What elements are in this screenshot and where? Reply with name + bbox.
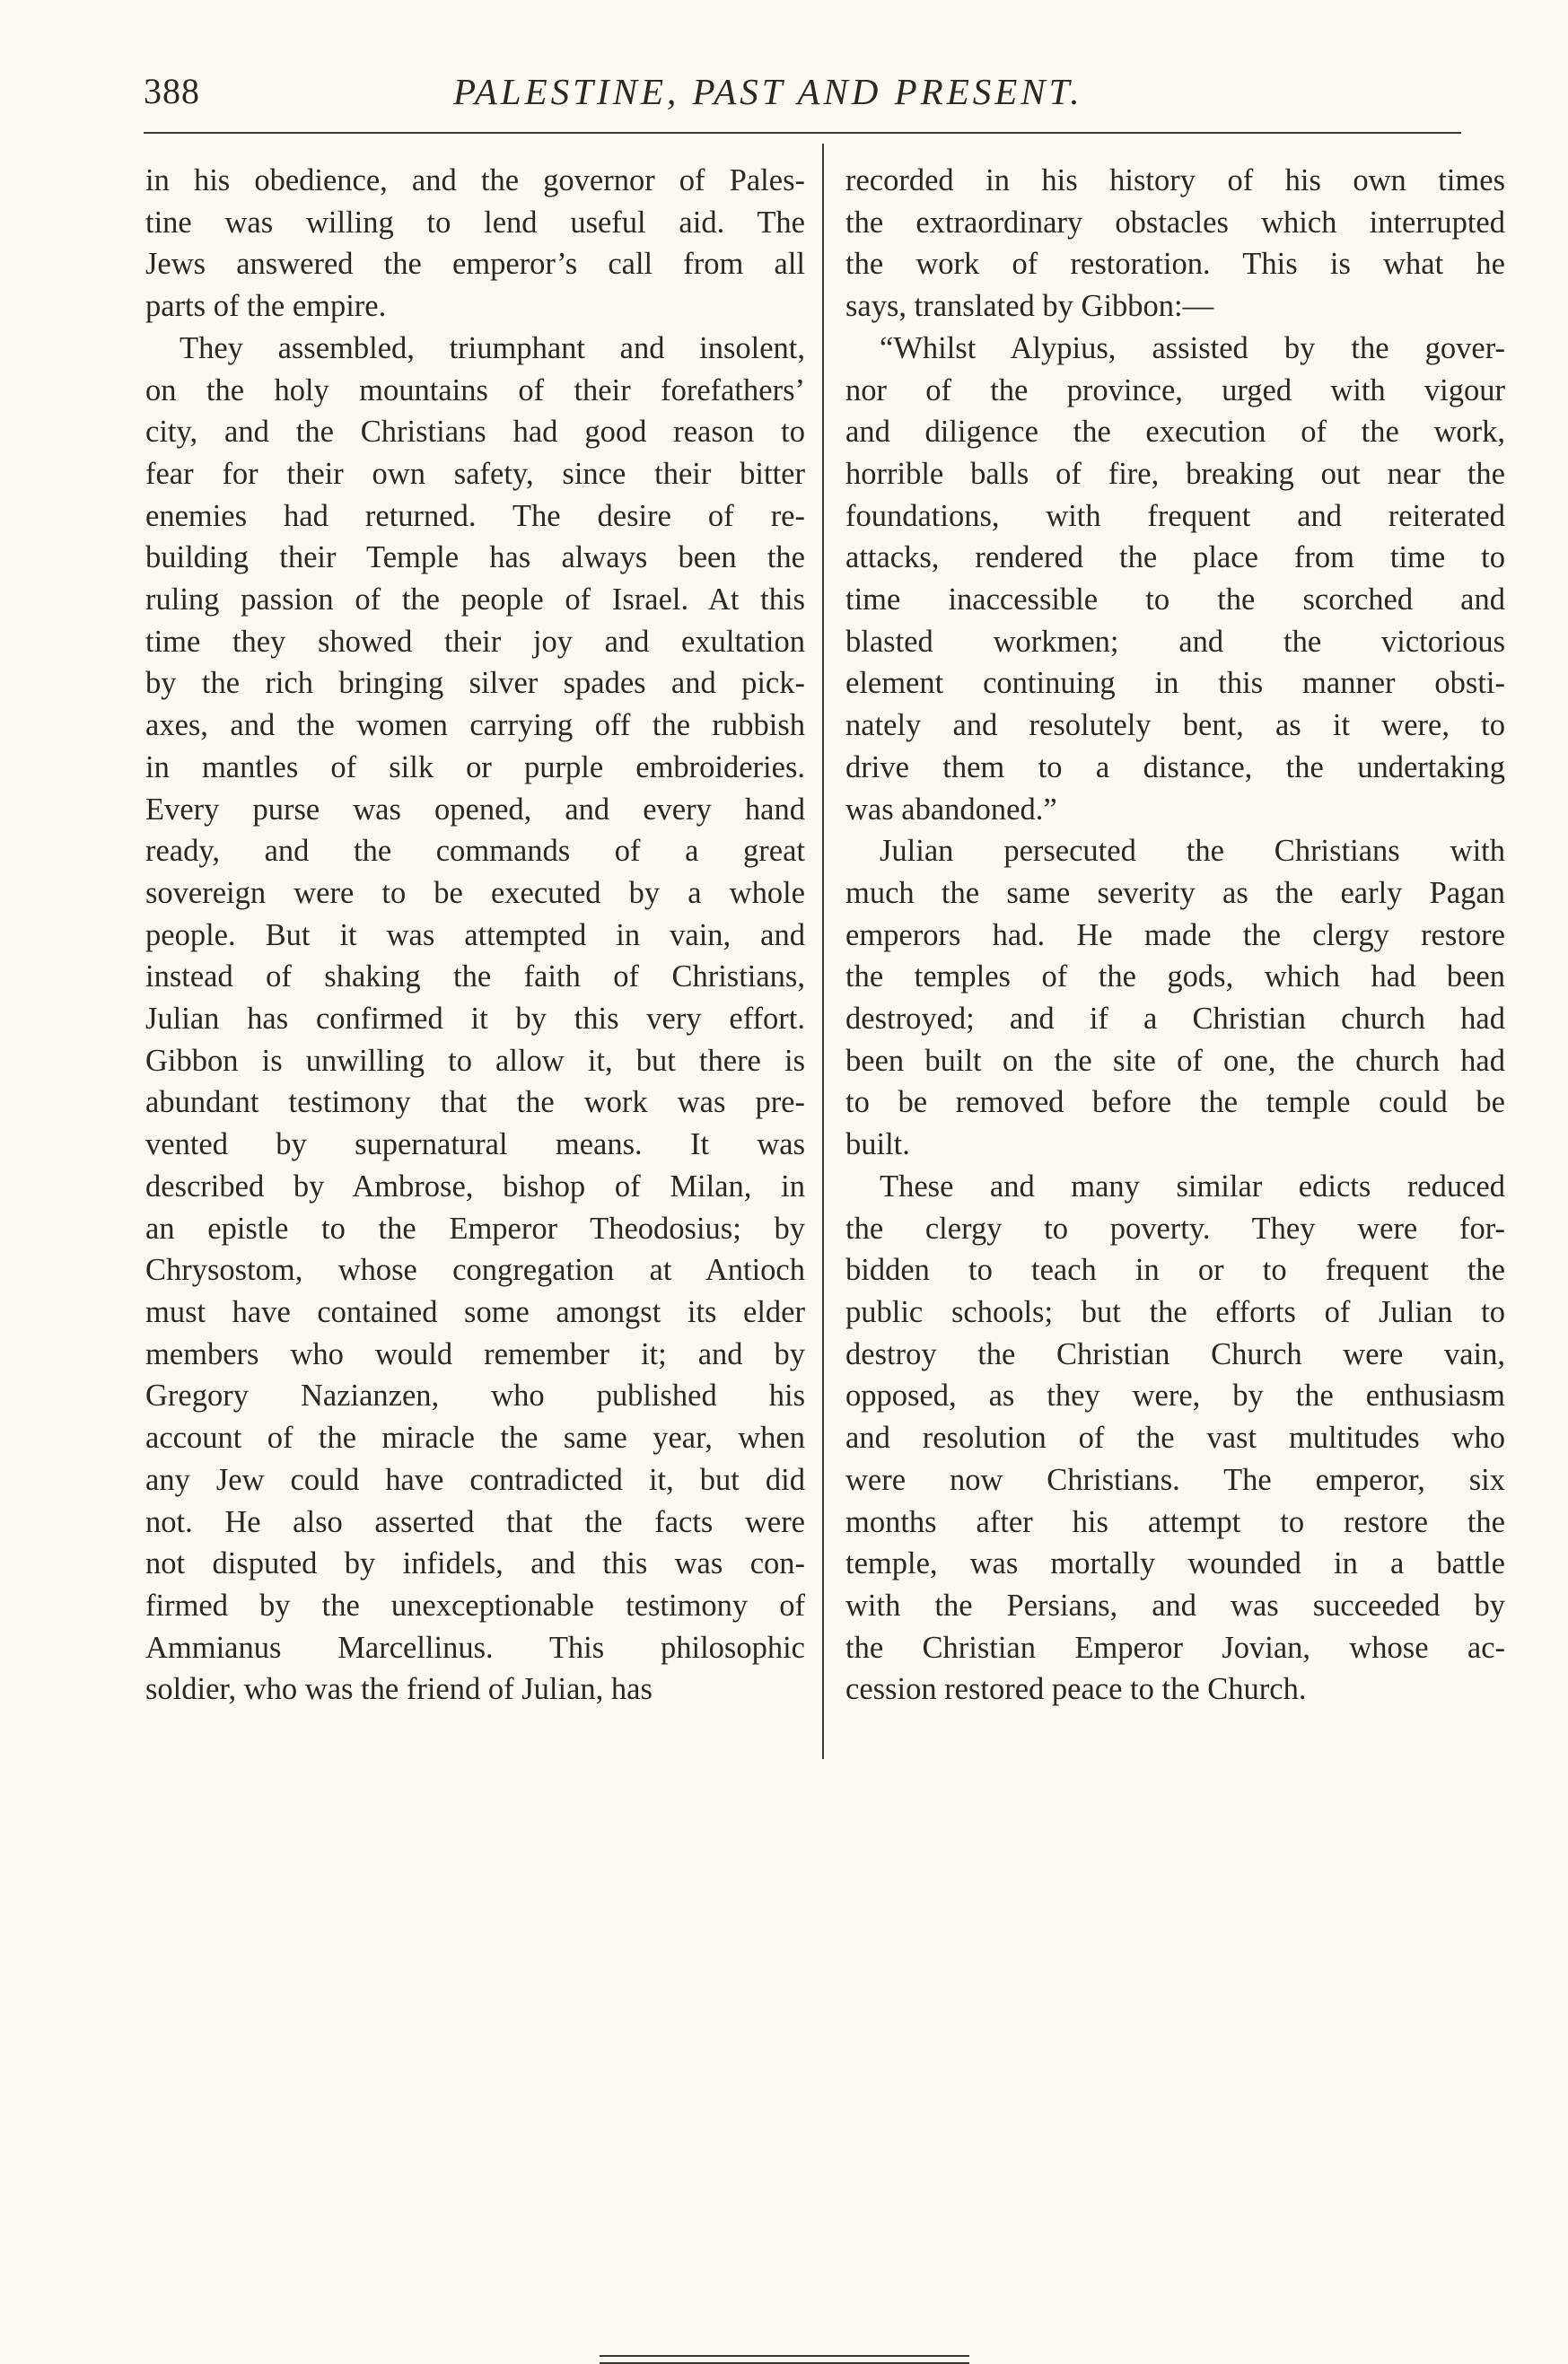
text-line: nor of the province, urged with vigour xyxy=(845,372,1505,407)
text-line xyxy=(845,1166,1505,1208)
text-line: abundant testimony that the work was pre- xyxy=(145,1085,805,1120)
running-head: PALESTINE, PAST AND PRESENT. xyxy=(453,71,1083,112)
text-line: enemies had returned. The desire of re- xyxy=(145,498,805,533)
text-line: the work of restoration. This is what he xyxy=(845,247,1505,282)
text-line: sovereign were to be executed by a whole xyxy=(145,875,805,910)
text-line: Every purse was opened, and every hand xyxy=(145,792,805,827)
left-column xyxy=(145,160,805,1711)
text-line: tine was willing to lend useful aid. The xyxy=(145,205,805,240)
text-line: Chrysostom, whose congregation at Antioch xyxy=(145,1253,805,1288)
text-line: described by Ambrose, bishop of Milan, in xyxy=(145,1169,805,1204)
text-line: emperors had. He made the clergy restore xyxy=(845,917,1505,952)
end-rule-upper xyxy=(600,2355,969,2357)
text-line: destroy the Christian Church were vain, xyxy=(845,1336,1505,1371)
text-line: and resolution of the vast multitudes who xyxy=(845,1421,1505,1456)
page-number: 388 xyxy=(144,71,200,111)
text-line: and diligence the execution of the work, xyxy=(845,415,1505,450)
text-line: built. xyxy=(845,1127,910,1162)
paragraph xyxy=(145,328,805,1711)
text-line: any Jew could have contradicted it, but did xyxy=(145,1462,805,1497)
text-line: public schools; but the efforts of Julian to xyxy=(845,1294,1505,1329)
text-line: bidden to teach in or to frequent the xyxy=(845,1253,1505,1288)
text-line: horrible balls of fire, breaking out near the xyxy=(845,456,1505,491)
text-line: members who would remember it; and by xyxy=(145,1336,805,1371)
text-line: blasted workmen; and the victorious xyxy=(845,624,1505,659)
text-line: people. But it was attempted in vain, and xyxy=(145,917,805,952)
text-line: by the rich bringing silver spades and pick- xyxy=(145,666,805,701)
right-column xyxy=(845,160,1505,1711)
text-line-content: Julian persecuted the Christians with xyxy=(880,834,1505,869)
text-line: Julian has confirmed it by this very effort. xyxy=(145,1002,805,1037)
text-line: the temples of the gods, which had been xyxy=(845,959,1505,994)
text-line: the extraordinary obstacles which interrupted xyxy=(845,205,1505,240)
text-line: Ammianus Marcellinus. This philosophic xyxy=(145,1630,805,1665)
text-line: time they showed their joy and exultation xyxy=(145,624,805,659)
text-line: attacks, rendered the place from time to xyxy=(845,540,1505,575)
text-line: ruling passion of the people of Israel. At this xyxy=(145,582,805,617)
text-line: to be removed before the temple could be xyxy=(845,1085,1505,1120)
header-rule xyxy=(144,132,1461,134)
text-line: Gibbon is unwilling to allow it, but there is xyxy=(145,1043,805,1078)
text-line: with the Persians, and was succeeded by xyxy=(845,1588,1505,1623)
text-line: Jews answered the emperor’s call from all xyxy=(145,247,805,282)
column-divider xyxy=(822,144,824,1759)
text-line: the Christian Emperor Jovian, whose ac- xyxy=(845,1630,1505,1665)
text-line: destroyed; and if a Christian church had xyxy=(845,1002,1505,1037)
text-line-content: “Whilst Alypius, assisted by the gover- xyxy=(880,330,1505,365)
text-line-content: These and many similar edicts reduced xyxy=(880,1169,1505,1204)
text-line: Gregory Nazianzen, who published his xyxy=(145,1379,805,1414)
paragraph xyxy=(145,160,805,328)
text-line: must have contained some amongst its elder xyxy=(145,1294,805,1329)
paragraph xyxy=(845,830,1505,1166)
text-line: temple, was mortally wounded in a battle xyxy=(845,1546,1505,1581)
text-line: account of the miracle the same year, when xyxy=(145,1421,805,1456)
text-line: says, translated by Gibbon:— xyxy=(845,289,1214,324)
text-line xyxy=(845,328,1505,370)
text-line xyxy=(845,830,1505,872)
paragraph xyxy=(845,328,1505,830)
text-line: fear for their own safety, since their bitter xyxy=(145,456,805,491)
text-line xyxy=(145,328,805,370)
text-line-content: They assembled, triumphant and insolent, xyxy=(180,330,805,365)
text-line: not disputed by infidels, and this was con- xyxy=(145,1546,805,1581)
text-line: cession restored peace to the Church. xyxy=(845,1672,1307,1707)
text-line: in mantles of silk or purple embroideries. xyxy=(145,749,805,784)
text-line: ready, and the commands of a great xyxy=(145,834,805,869)
text-line: much the same severity as the early Pagan xyxy=(845,875,1505,910)
text-line: not. He also asserted that the facts were xyxy=(145,1504,805,1539)
text-line: in his obedience, and the governor of Pales- xyxy=(145,163,805,197)
text-line: on the holy mountains of their forefathers’ xyxy=(145,372,805,407)
page-header xyxy=(144,65,1445,118)
paragraph xyxy=(845,1166,1505,1711)
text-line: drive them to a distance, the undertaking xyxy=(845,749,1505,784)
text-line: building their Temple has always been the xyxy=(145,540,805,575)
text-line: time inaccessible to the scorched and xyxy=(845,582,1505,617)
text-line: soldier, who was the friend of Julian, has xyxy=(145,1672,653,1707)
text-line: parts of the empire. xyxy=(145,289,387,324)
text-line: axes, and the women carrying off the rubbish xyxy=(145,708,805,743)
paragraph xyxy=(845,160,1505,328)
text-line: been built on the site of one, the church had xyxy=(845,1043,1505,1078)
text-line: element continuing in this manner obsti- xyxy=(845,666,1505,701)
text-line: were now Christians. The emperor, six xyxy=(845,1462,1505,1497)
text-line: nately and resolutely bent, as it were, to xyxy=(845,708,1505,743)
text-line: was abandoned.” xyxy=(845,792,1057,827)
text-line: months after his attempt to restore the xyxy=(845,1504,1505,1539)
text-line: firmed by the unexceptionable testimony of xyxy=(145,1588,805,1623)
text-line: instead of shaking the faith of Christians, xyxy=(145,959,805,994)
text-line: recorded in his history of his own times xyxy=(845,163,1505,197)
text-line: vented by supernatural means. It was xyxy=(145,1127,805,1162)
text-line: the clergy to poverty. They were for- xyxy=(845,1211,1505,1246)
text-line: city, and the Christians had good reason to xyxy=(145,415,805,450)
text-line: opposed, as they were, by the enthusiasm xyxy=(845,1379,1505,1414)
text-line: an epistle to the Emperor Theodosius; by xyxy=(145,1211,805,1246)
text-line: foundations, with frequent and reiterated xyxy=(845,498,1505,533)
